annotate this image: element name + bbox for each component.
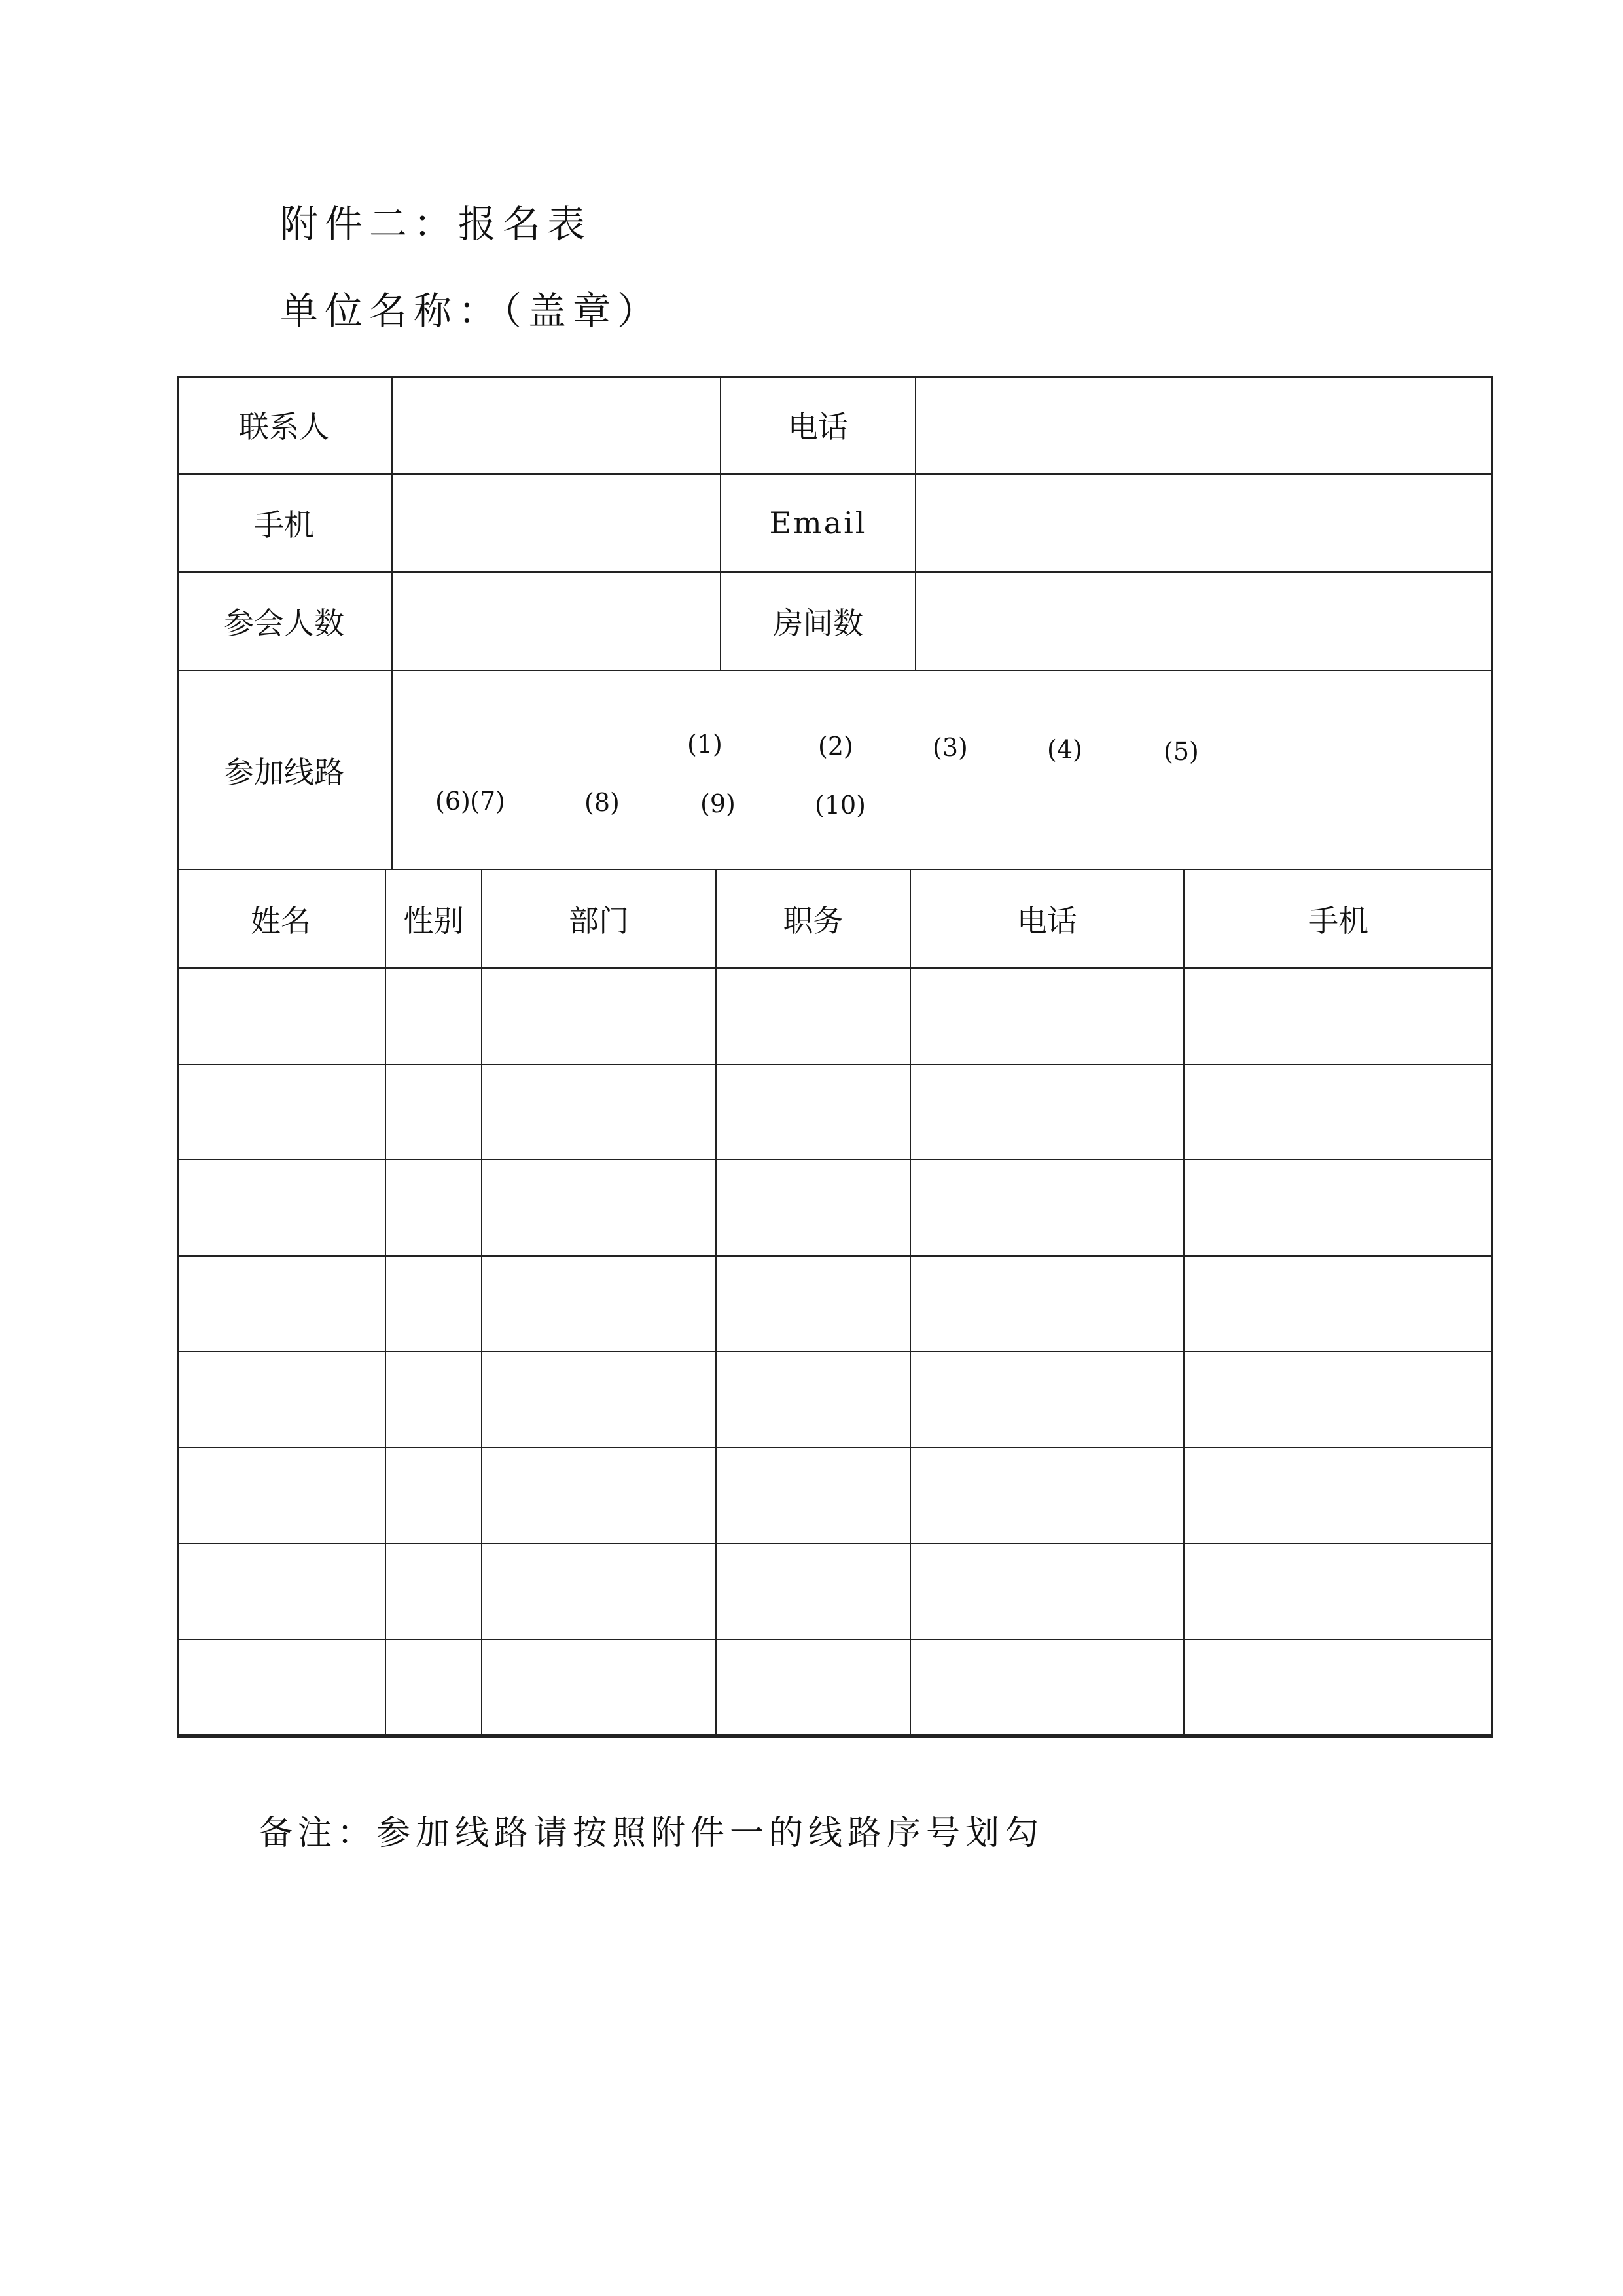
route-option[interactable]: (3): [933, 733, 968, 762]
cell-department[interactable]: [482, 1257, 717, 1353]
cell-gender[interactable]: [386, 1160, 482, 1257]
cell-position[interactable]: [717, 1257, 911, 1353]
cell-phone[interactable]: [911, 1352, 1185, 1448]
mobile-label: 手机: [177, 475, 393, 573]
cell-gender[interactable]: [386, 1065, 482, 1161]
rooms-label: 房间数: [721, 573, 916, 671]
cell-department[interactable]: [482, 969, 717, 1065]
column-header-name: 姓名: [177, 870, 386, 969]
cell-name[interactable]: [177, 969, 386, 1065]
cell-phone[interactable]: [911, 1640, 1185, 1736]
cell-gender[interactable]: [386, 1544, 482, 1640]
contact-person-label: 联系人: [177, 376, 393, 475]
cell-name[interactable]: [177, 1160, 386, 1257]
cell-position[interactable]: [717, 1352, 911, 1448]
cell-gender[interactable]: [386, 1257, 482, 1353]
contact-person-field[interactable]: [393, 376, 721, 475]
cell-position[interactable]: [717, 1065, 911, 1161]
cell-phone[interactable]: [911, 1448, 1185, 1545]
cell-gender[interactable]: [386, 1352, 482, 1448]
cell-mobile[interactable]: [1185, 1640, 1493, 1736]
route-option[interactable]: (10): [815, 791, 866, 819]
cell-name[interactable]: [177, 1065, 386, 1161]
cell-name[interactable]: [177, 1352, 386, 1448]
cell-position[interactable]: [717, 1448, 911, 1545]
footnote: 备注：参加线路请按照附件一的线路序号划勾: [259, 1814, 1044, 1853]
route-option[interactable]: (6): [435, 787, 471, 816]
column-header-department: 部门: [482, 870, 717, 969]
column-header-phone: 电话: [911, 870, 1185, 969]
cell-department[interactable]: [482, 1352, 717, 1448]
column-header-gender: 性别: [386, 870, 482, 969]
cell-mobile[interactable]: [1185, 1448, 1493, 1545]
cell-department[interactable]: [482, 1448, 717, 1545]
cell-position[interactable]: [717, 1160, 911, 1257]
attendees-label: 参会人数: [177, 573, 393, 671]
cell-phone[interactable]: [911, 969, 1185, 1065]
routes-label: 参加线路: [177, 671, 393, 870]
route-option[interactable]: (5): [1164, 737, 1199, 766]
cell-mobile[interactable]: [1185, 1352, 1493, 1448]
cell-gender[interactable]: [386, 1448, 482, 1545]
route-option[interactable]: (7): [470, 787, 505, 816]
mobile-field[interactable]: [393, 475, 721, 573]
cell-position[interactable]: [717, 1544, 911, 1640]
cell-department[interactable]: [482, 1160, 717, 1257]
cell-phone[interactable]: [911, 1065, 1185, 1161]
column-header-position: 职务: [717, 870, 911, 969]
cell-department[interactable]: [482, 1544, 717, 1640]
route-option[interactable]: (9): [700, 789, 736, 818]
cell-position[interactable]: [717, 969, 911, 1065]
cell-name[interactable]: [177, 1257, 386, 1353]
cell-phone[interactable]: [911, 1257, 1185, 1353]
unit-name-label: 单位名称：（盖章）: [280, 289, 662, 333]
rooms-field[interactable]: [916, 573, 1493, 671]
phone-field[interactable]: [916, 376, 1493, 475]
column-header-mobile: 手机: [1185, 870, 1493, 969]
cell-mobile[interactable]: [1185, 1065, 1493, 1161]
document-title: 附件二：报名表: [280, 202, 592, 246]
cell-gender[interactable]: [386, 969, 482, 1065]
route-option[interactable]: (2): [818, 732, 853, 761]
cell-mobile[interactable]: [1185, 1257, 1493, 1353]
email-field[interactable]: [916, 475, 1493, 573]
email-label: Email: [721, 475, 916, 573]
routes-field: [393, 671, 1493, 870]
cell-phone[interactable]: [911, 1160, 1185, 1257]
route-option[interactable]: (4): [1047, 735, 1082, 764]
route-option[interactable]: (1): [687, 730, 722, 759]
cell-name[interactable]: [177, 1448, 386, 1545]
attendees-field[interactable]: [393, 573, 721, 671]
route-option[interactable]: (8): [584, 788, 620, 817]
cell-gender[interactable]: [386, 1640, 482, 1736]
cell-phone[interactable]: [911, 1544, 1185, 1640]
cell-department[interactable]: [482, 1640, 717, 1736]
phone-label: 电话: [721, 376, 916, 475]
cell-mobile[interactable]: [1185, 969, 1493, 1065]
cell-position[interactable]: [717, 1640, 911, 1736]
cell-name[interactable]: [177, 1544, 386, 1640]
cell-mobile[interactable]: [1185, 1544, 1493, 1640]
cell-mobile[interactable]: [1185, 1160, 1493, 1257]
cell-department[interactable]: [482, 1065, 717, 1161]
cell-name[interactable]: [177, 1640, 386, 1736]
